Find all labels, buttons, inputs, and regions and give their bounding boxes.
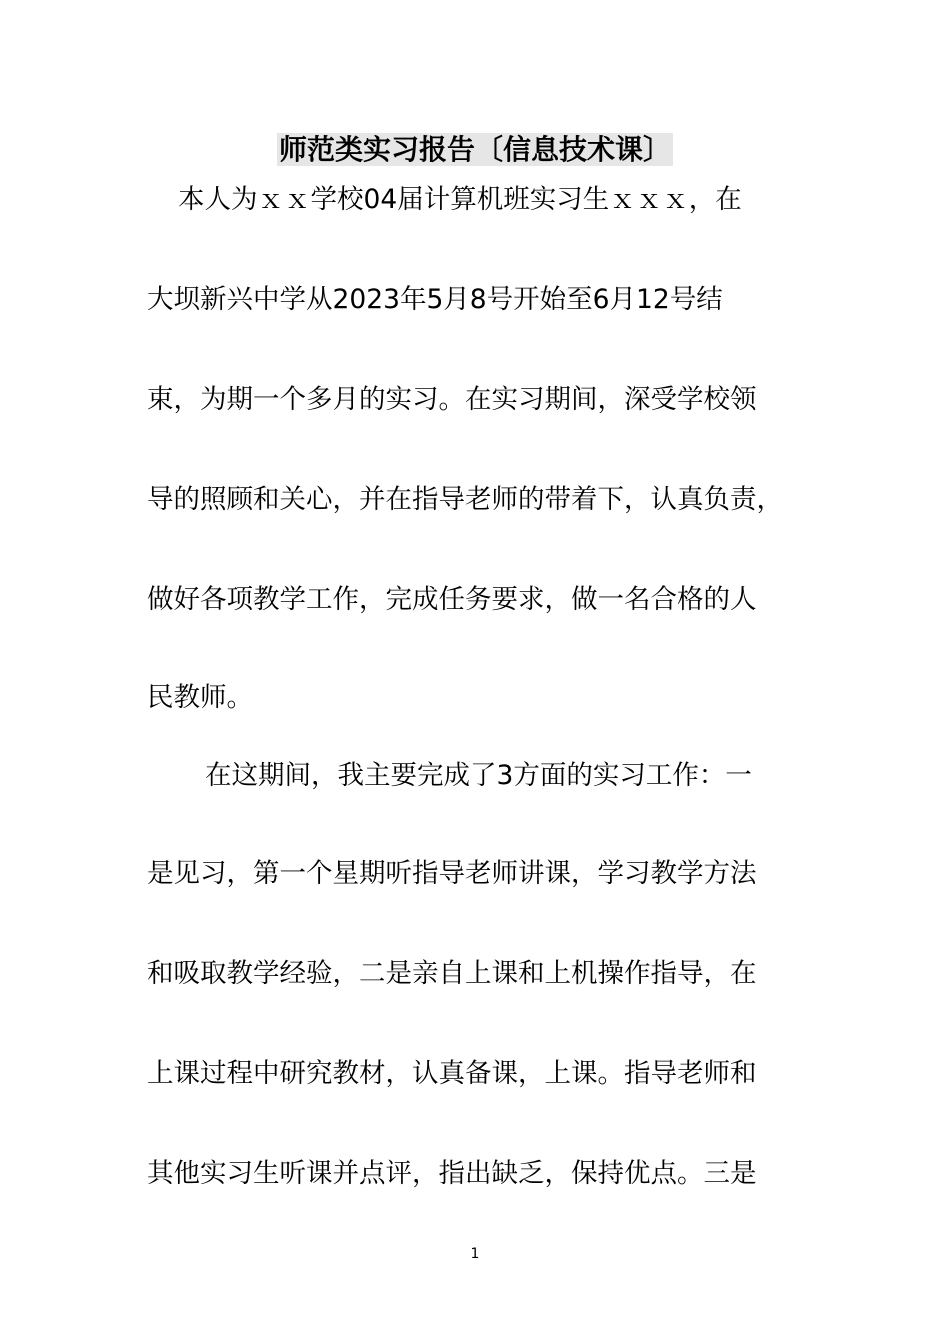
document-title [0,130,950,170]
body-line-9: 和吸取教学经验，二是亲自上课和上机操作指导，在 [147,958,757,989]
page-number: 1 [470,1246,480,1262]
body-line-11: 其他实习生听课并点评，指出缺乏，保持优点。三是 [147,1158,757,1189]
body-line-6: 民教师。 [147,682,253,713]
body-line-3: 束，为期一个多月的实习。在实习期间，深受学校领 [147,384,757,415]
body-line-1: 本人为ｘｘ学校04届计算机班实习生ｘｘｘ，在 [178,184,742,215]
body-line-10: 上课过程中研究教材，认真备课，上课。指导老师和 [147,1058,757,1089]
body-line-8: 是见习，第一个星期听指导老师讲课，学习教学方法 [147,858,757,889]
body-line-4: 导的照顾和关心，并在指导老师的带着下，认真负责， [147,484,783,515]
body-line-7: 在这期间，我主要完成了3方面的实习工作：一 [205,760,752,791]
body-line-5: 做好各项教学工作，完成任务要求，做一名合格的人 [147,584,757,615]
document-title-text: 师范类实习报告〔信息技术课〕 [278,133,671,166]
body-line-2: 大坝新兴中学从2023年5月8号开始至6月12号结 [147,284,723,315]
